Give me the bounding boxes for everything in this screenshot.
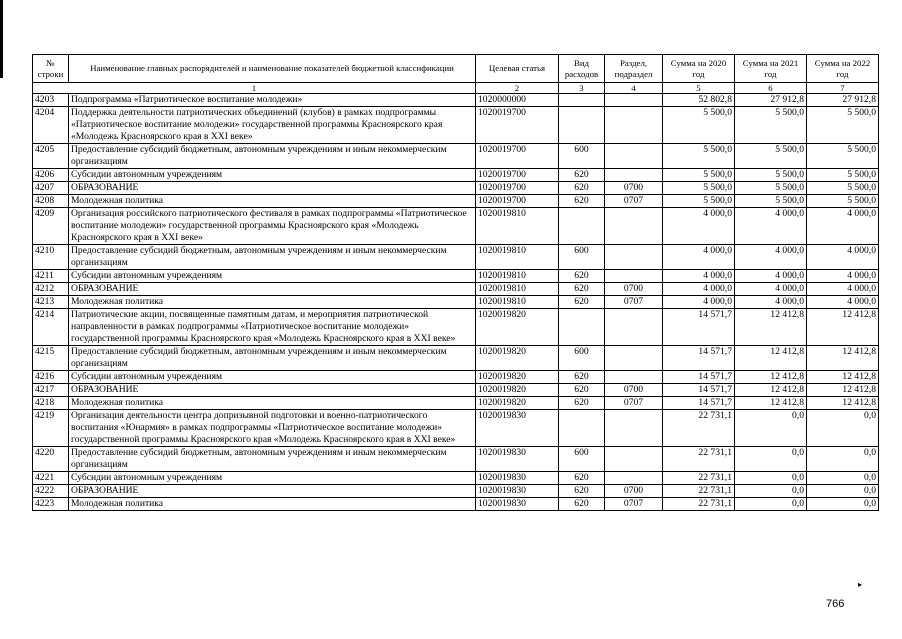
row-sum-2021: 0,0: [735, 447, 807, 472]
row-sum-2020: 5 500,0: [663, 169, 735, 182]
index-cell: 2: [476, 83, 559, 94]
row-name: Молодежная политика: [69, 498, 476, 511]
row-number: 4218: [33, 397, 69, 410]
row-sum-2020: 22 731,1: [663, 410, 735, 447]
row-target-code: 1020019820: [476, 346, 559, 371]
row-sum-2020: 5 500,0: [663, 144, 735, 169]
row-expense-type: 620: [559, 397, 605, 410]
row-number: 4220: [33, 447, 69, 472]
table-row: [33, 371, 879, 384]
row-section: [605, 371, 663, 384]
row-number: 4208: [33, 195, 69, 208]
row-section: 0700: [605, 283, 663, 296]
row-expense-type: [559, 309, 605, 346]
table-row: [33, 107, 879, 144]
column-index-row: [33, 83, 879, 94]
table-row: [33, 195, 879, 208]
row-sum-2022: 12 412,8: [807, 384, 879, 397]
row-sum-2022: 5 500,0: [807, 195, 879, 208]
row-section: [605, 169, 663, 182]
row-name: Молодежная политика: [69, 397, 476, 410]
table-row: [33, 270, 879, 283]
table-row: [33, 485, 879, 498]
row-sum-2022: 12 412,8: [807, 346, 879, 371]
row-sum-2020: 4 000,0: [663, 296, 735, 309]
table-row: [33, 309, 879, 346]
row-target-code: 1020019820: [476, 371, 559, 384]
index-cell: 3: [559, 83, 605, 94]
header-name: Наименование главных распорядителей и наименование показателей бюджетной классификации: [69, 55, 476, 83]
row-target-code: 1020019810: [476, 270, 559, 283]
row-expense-type: 620: [559, 472, 605, 485]
row-sum-2020: 52 802,8: [663, 94, 735, 107]
row-sum-2022: 12 412,8: [807, 309, 879, 346]
row-number: 4212: [33, 283, 69, 296]
row-section: 0700: [605, 485, 663, 498]
row-number: 4206: [33, 169, 69, 182]
row-target-code: 1020019700: [476, 144, 559, 169]
row-number: 4215: [33, 346, 69, 371]
row-sum-2022: 0,0: [807, 472, 879, 485]
row-number: 4207: [33, 182, 69, 195]
row-name: Субсидии автономным учреждениям: [69, 472, 476, 485]
row-name: Субсидии автономным учреждениям: [69, 270, 476, 283]
row-sum-2020: 4 000,0: [663, 208, 735, 245]
row-sum-2022: 4 000,0: [807, 296, 879, 309]
row-sum-2022: 4 000,0: [807, 283, 879, 296]
row-expense-type: 620: [559, 384, 605, 397]
table-row: [33, 245, 879, 270]
row-number: 4222: [33, 485, 69, 498]
header-sum-2022: Сумма на 2022 год: [807, 55, 879, 83]
row-expense-type: 620: [559, 195, 605, 208]
table-row: [33, 169, 879, 182]
table-row: [33, 283, 879, 296]
row-sum-2020: 14 571,7: [663, 397, 735, 410]
row-sum-2020: 22 731,1: [663, 472, 735, 485]
row-number: 4213: [33, 296, 69, 309]
row-section: 0707: [605, 195, 663, 208]
row-sum-2020: 5 500,0: [663, 195, 735, 208]
row-expense-type: 620: [559, 283, 605, 296]
row-section: [605, 309, 663, 346]
scan-mark-glyph: ▸: [858, 580, 863, 589]
row-sum-2021: 12 412,8: [735, 309, 807, 346]
header-row: [33, 55, 879, 83]
table-row: [33, 447, 879, 472]
row-target-code: 1020019810: [476, 208, 559, 245]
row-sum-2021: 12 412,8: [735, 397, 807, 410]
row-name: Организация российского патриотического фестиваля в рамках подпрограммы «Патриотическое воспитание молодежи» государственной программы Красноярского края «Молодежь Красноярского края в XXI веке»: [69, 208, 476, 245]
row-number: 4205: [33, 144, 69, 169]
row-target-code: 1020019820: [476, 384, 559, 397]
row-expense-type: 600: [559, 346, 605, 371]
row-sum-2020: 5 500,0: [663, 182, 735, 195]
row-target-code: 1020019700: [476, 182, 559, 195]
row-sum-2021: 4 000,0: [735, 283, 807, 296]
table-row: [33, 94, 879, 107]
row-section: 0700: [605, 384, 663, 397]
row-number: 4216: [33, 371, 69, 384]
row-expense-type: 620: [559, 169, 605, 182]
row-expense-type: [559, 107, 605, 144]
row-sum-2020: 14 571,7: [663, 371, 735, 384]
row-sum-2021: 5 500,0: [735, 107, 807, 144]
row-sum-2020: 4 000,0: [663, 283, 735, 296]
row-target-code: 1020019810: [476, 283, 559, 296]
row-sum-2020: 22 731,1: [663, 498, 735, 511]
row-name: Предоставление субсидий бюджетным, автономным учреждениям и иным некоммерческим организациям: [69, 346, 476, 371]
row-section: 0707: [605, 498, 663, 511]
row-number: 4209: [33, 208, 69, 245]
header-vid: Вид расходов: [559, 55, 605, 83]
row-expense-type: 620: [559, 485, 605, 498]
row-number: 4204: [33, 107, 69, 144]
row-section: [605, 245, 663, 270]
row-sum-2022: 5 500,0: [807, 169, 879, 182]
row-expense-type: 620: [559, 296, 605, 309]
row-expense-type: 600: [559, 144, 605, 169]
row-sum-2022: 12 412,8: [807, 397, 879, 410]
row-target-code: 1020019830: [476, 472, 559, 485]
row-name: Патриотические акции, посвященные памятным датам, и мероприятия патриотической направленности в рамках подпрограммы «Патриотическое воспитание молодежи» государственной программы Красноярского края «Молодежь Красноярского края в XXI веке»: [69, 309, 476, 346]
row-section: [605, 410, 663, 447]
row-name: Предоставление субсидий бюджетным, автономным учреждениям и иным некоммерческим организациям: [69, 447, 476, 472]
row-target-code: 1020000000: [476, 94, 559, 107]
row-name: Поддержка деятельности патриотических объединений (клубов) в рамках подпрограммы «Патриотическое воспитание молодежи» государственной программы Красноярского края «Молодежь Красноярского края в XXI веке»: [69, 107, 476, 144]
row-name: Субсидии автономным учреждениям: [69, 169, 476, 182]
row-sum-2021: 4 000,0: [735, 296, 807, 309]
table-row: [33, 208, 879, 245]
row-name: ОБРАЗОВАНИЕ: [69, 182, 476, 195]
row-sum-2021: 5 500,0: [735, 195, 807, 208]
table-row: [33, 384, 879, 397]
table-row: [33, 498, 879, 511]
row-section: 0707: [605, 397, 663, 410]
index-cell: 5: [663, 83, 735, 94]
row-sum-2020: 14 571,7: [663, 384, 735, 397]
row-section: [605, 144, 663, 169]
row-sum-2020: 22 731,1: [663, 447, 735, 472]
row-expense-type: [559, 410, 605, 447]
row-target-code: 1020019700: [476, 169, 559, 182]
header-sum-2021: Сумма на 2021 год: [735, 55, 807, 83]
row-target-code: 1020019820: [476, 309, 559, 346]
row-target-code: 1020019700: [476, 195, 559, 208]
header-num: № строки: [33, 55, 69, 83]
index-cell: 1: [33, 83, 476, 94]
table-row: [33, 182, 879, 195]
row-sum-2020: 14 571,7: [663, 346, 735, 371]
table-row: [33, 144, 879, 169]
row-target-code: 1020019830: [476, 498, 559, 511]
row-name: Предоставление субсидий бюджетным, автономным учреждениям и иным некоммерческим организациям: [69, 245, 476, 270]
row-number: 4221: [33, 472, 69, 485]
row-expense-type: 620: [559, 498, 605, 511]
row-target-code: 1020019810: [476, 296, 559, 309]
row-sum-2022: 5 500,0: [807, 182, 879, 195]
row-target-code: 1020019830: [476, 410, 559, 447]
index-cell: 7: [807, 83, 879, 94]
table-row: [33, 410, 879, 447]
row-section: [605, 208, 663, 245]
row-sum-2021: 5 500,0: [735, 169, 807, 182]
row-sum-2020: 14 571,7: [663, 309, 735, 346]
row-sum-2021: 27 912,8: [735, 94, 807, 107]
row-section: [605, 107, 663, 144]
row-sum-2021: 4 000,0: [735, 245, 807, 270]
row-sum-2020: 4 000,0: [663, 245, 735, 270]
row-sum-2022: 0,0: [807, 410, 879, 447]
row-name: Субсидии автономным учреждениям: [69, 371, 476, 384]
row-sum-2022: 27 912,8: [807, 94, 879, 107]
row-number: 4217: [33, 384, 69, 397]
row-number: 4214: [33, 309, 69, 346]
row-expense-type: [559, 94, 605, 107]
row-name: ОБРАЗОВАНИЕ: [69, 283, 476, 296]
row-sum-2022: 12 412,8: [807, 371, 879, 384]
page-number: 766: [826, 598, 845, 610]
row-section: 0707: [605, 296, 663, 309]
table-row: [33, 296, 879, 309]
row-target-code: 1020019830: [476, 447, 559, 472]
row-name: ОБРАЗОВАНИЕ: [69, 485, 476, 498]
row-sum-2021: 12 412,8: [735, 371, 807, 384]
table-row: [33, 397, 879, 410]
table-row: [33, 472, 879, 485]
row-expense-type: 600: [559, 245, 605, 270]
header-sum-2020: Сумма на 2020 год: [663, 55, 735, 83]
row-sum-2020: 5 500,0: [663, 107, 735, 144]
row-sum-2021: 4 000,0: [735, 270, 807, 283]
header-razd: Раздел, подраздел: [605, 55, 663, 83]
row-sum-2022: 0,0: [807, 498, 879, 511]
row-section: [605, 94, 663, 107]
row-name: Молодежная политика: [69, 195, 476, 208]
row-target-code: 1020019830: [476, 485, 559, 498]
row-target-code: 1020019810: [476, 245, 559, 270]
row-target-code: 1020019700: [476, 107, 559, 144]
row-target-code: 1020019820: [476, 397, 559, 410]
row-sum-2021: 12 412,8: [735, 346, 807, 371]
row-sum-2020: 4 000,0: [663, 270, 735, 283]
row-sum-2021: 4 000,0: [735, 208, 807, 245]
header-code: Целевая статья: [476, 55, 559, 83]
row-sum-2022: 4 000,0: [807, 245, 879, 270]
row-name: Молодежная политика: [69, 296, 476, 309]
row-section: [605, 346, 663, 371]
row-sum-2022: 4 000,0: [807, 208, 879, 245]
row-number: 4210: [33, 245, 69, 270]
row-expense-type: 620: [559, 371, 605, 384]
row-expense-type: 620: [559, 270, 605, 283]
budget-table: [32, 54, 879, 511]
row-sum-2021: 0,0: [735, 410, 807, 447]
row-section: [605, 447, 663, 472]
row-number: 4211: [33, 270, 69, 283]
row-sum-2022: 0,0: [807, 485, 879, 498]
row-number: 4203: [33, 94, 69, 107]
row-sum-2021: 0,0: [735, 472, 807, 485]
row-sum-2020: 22 731,1: [663, 485, 735, 498]
scan-edge-line: [0, 0, 3, 78]
row-expense-type: 600: [559, 447, 605, 472]
row-name: Подпрограмма «Патриотическое воспитание молодежи»: [69, 94, 476, 107]
row-sum-2021: 0,0: [735, 498, 807, 511]
row-name: Организация деятельности центра допризывной подготовки и военно-патриотического воспитания «Юнармия» в рамках подпрограммы «Патриотическое воспитание молодежи» государственной программы Красноярского края «Молодежь Красноярского края в XXI веке»: [69, 410, 476, 447]
row-name: ОБРАЗОВАНИЕ: [69, 384, 476, 397]
index-cell: 4: [605, 83, 663, 94]
row-sum-2022: 5 500,0: [807, 107, 879, 144]
row-name: Предоставление субсидий бюджетным, автономным учреждениям и иным некоммерческим организациям: [69, 144, 476, 169]
row-expense-type: 620: [559, 182, 605, 195]
row-section: [605, 472, 663, 485]
row-number: 4219: [33, 410, 69, 447]
row-section: [605, 270, 663, 283]
row-sum-2022: 4 000,0: [807, 270, 879, 283]
row-sum-2022: 0,0: [807, 447, 879, 472]
index-cell: 6: [735, 83, 807, 94]
row-sum-2021: 5 500,0: [735, 182, 807, 195]
row-sum-2021: 12 412,8: [735, 384, 807, 397]
row-expense-type: [559, 208, 605, 245]
row-number: 4223: [33, 498, 69, 511]
row-sum-2021: 5 500,0: [735, 144, 807, 169]
row-section: 0700: [605, 182, 663, 195]
table-row: [33, 346, 879, 371]
row-sum-2021: 0,0: [735, 485, 807, 498]
row-sum-2022: 5 500,0: [807, 144, 879, 169]
